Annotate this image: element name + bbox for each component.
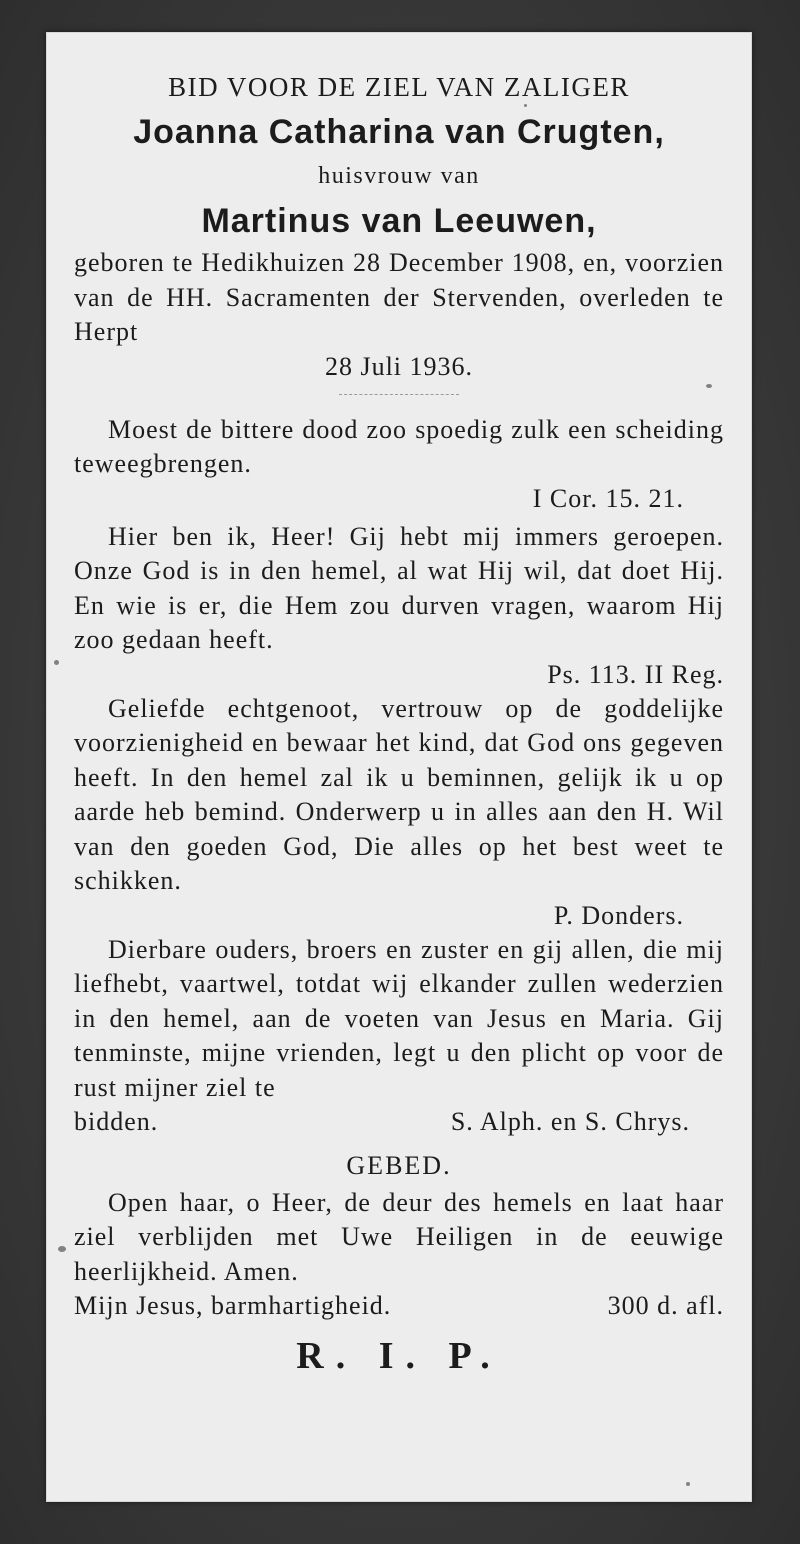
section-divider [339, 394, 459, 395]
quote-ref-ps: Ps. 113. II Reg. [547, 659, 724, 689]
quote-ref-cor: I Cor. 15. 21. [532, 483, 684, 513]
quote-ref-alph: S. Alph. en S. Chrys. [450, 1107, 690, 1136]
quote-last-word: bidden. [74, 1107, 159, 1136]
deceased-name: Joanna Catharina van Crugten, [133, 113, 665, 151]
quote-last-line [74, 1105, 724, 1140]
quote-bitter-death: Moest de bittere dood zoo spoedig zulk een scheiding teweegbrengen. [74, 414, 724, 478]
memorial-card [46, 32, 752, 1502]
husband-name: Martinus van Leeuwen, [201, 202, 597, 240]
quote-here-am-i: Hier ben ik, Heer! Gij hebt mij immers geroepen. Onze God is in den hemel, al wat Hij wil, dat doet Hij. En wie is er, die Hem zou durven vragen, waarom Hij zoo gedaan heeft. [74, 521, 724, 654]
card-header [46, 32, 752, 246]
quote-dear-parents: Dierbare ouders, broers en zuster en gij allen, die mij liefhebt, vaartwel, totdat wij elkander zullen wederzien in den hemel, aan de voeten van Jesus en Maria. Gij tenminste, mijne vrienden, legt u den plicht op voor de rust mijner ziel te [74, 934, 724, 1102]
indulgence-prayer: Mijn Jesus, barmhartigheid. [74, 1291, 392, 1320]
relation-text: huisvrouw van [318, 163, 480, 189]
print-speck [54, 660, 59, 665]
indulgence-days: 300 d. afl. [607, 1291, 724, 1320]
indulgence-line [74, 1289, 724, 1324]
print-speck [686, 1482, 690, 1486]
quote-beloved-spouse: Geliefde echtgenoot, vertrouw op de goddelijke voorzienigheid en bewaar het kind, dat God ons gegeven heeft. In den hemel zal ik u beminnen, gelijk ik u op aarde heb bemind. Onderwerp u in alles aan den H. Wil van den goeden God, Die alles op het best weet te schikken. [74, 693, 724, 895]
card-body [46, 246, 752, 1378]
birth-death-text: geboren te Hedikhuizen 28 December 1908, en, voorzien van de HH. Sacramenten der Stervenden, overleden te Herpt [74, 248, 724, 346]
death-date: 28 Juli 1936. [324, 351, 474, 381]
print-speck [58, 1246, 66, 1252]
rip-text: R. I. P. [296, 1334, 502, 1377]
quote-ref-donders: P. Donders. [553, 900, 684, 930]
prayer-text: Open haar, o Heer, de deur des hemels en laat haar ziel verblijden met Uwe Heiligen in de eeuwige heerlijkheid. Amen. [74, 1187, 724, 1286]
print-speck [706, 384, 712, 388]
print-speck [524, 104, 527, 107]
prayer-title: GEBED. [346, 1150, 452, 1180]
prayer-heading: BID VOOR DE ZIEL VAN ZALIGER [168, 72, 630, 102]
